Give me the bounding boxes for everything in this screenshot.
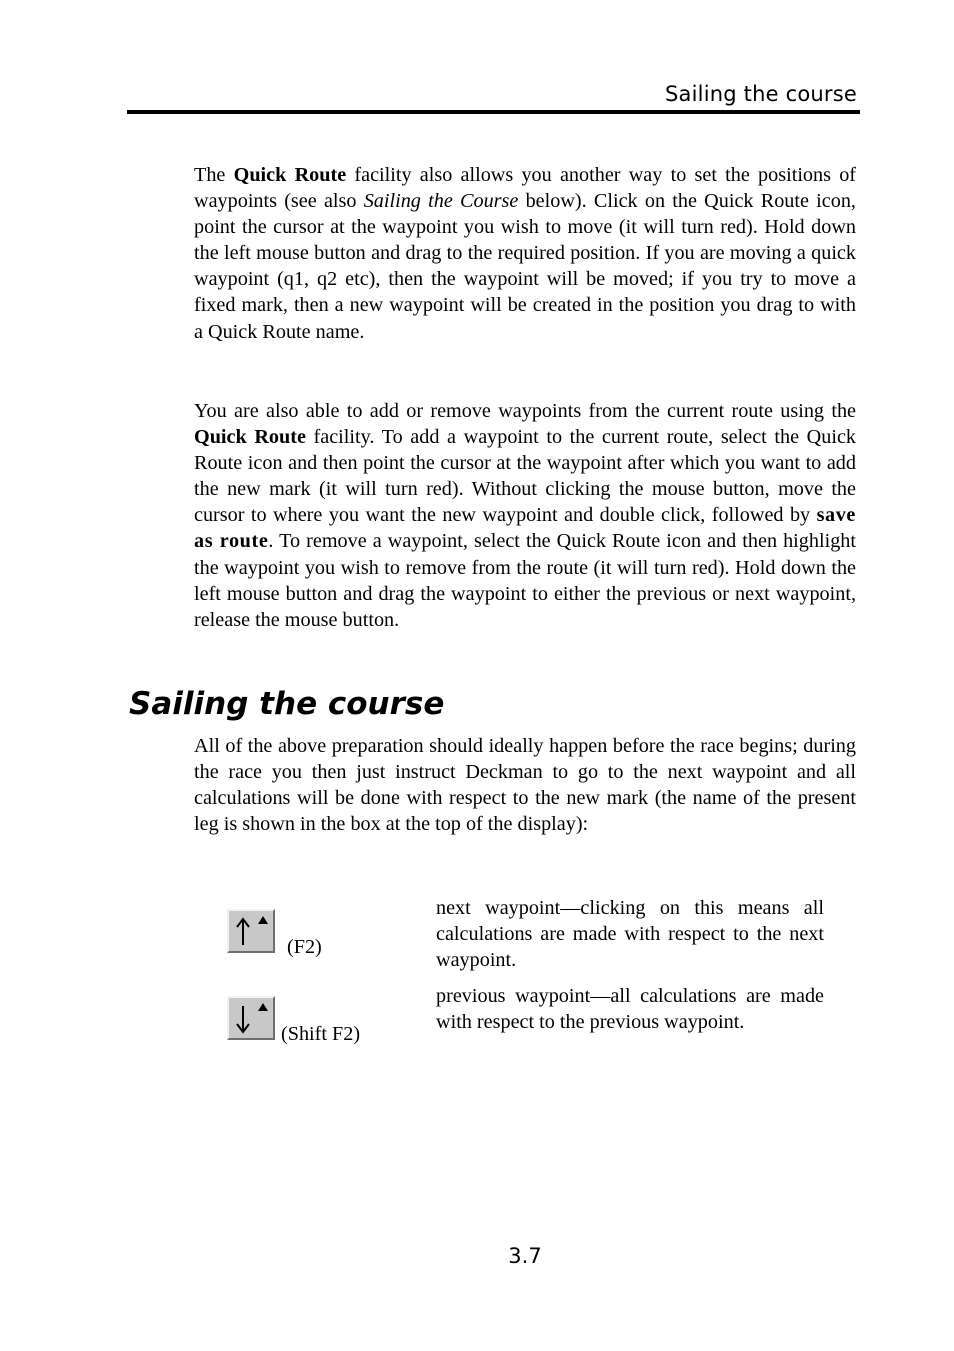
italic-reference: Sailing the Course [363,190,519,213]
section-intro: All of the above preparation should ideally happen before the race begins; during the race you then just instruct Deckman to go to the next waypoint and all calculations will be done with respect to the new mark (the name of the present leg is shown in the box at the top of the display): [194,735,856,836]
shortcut-f2: (F2) [287,936,322,958]
paragraph-quick-route-add-remove [194,398,856,633]
text: The [194,164,234,186]
next-waypoint-button[interactable] [227,909,275,953]
shortcut-shift-f2: (Shift F2) [281,1023,361,1045]
text: below). Click on the Quick Route icon, point the cursor at the waypoint you wish to move (it will turn red). Hold down the left mouse button and drag to the required position. If you are moving a quick waypoint (q1, q2 etc), then the waypoint will be moved; if you try to move a fixed mark, then a new waypoint will be created in the position you drag to with a Quick Route name. [194,190,856,343]
text: facility. To add a waypoint to the current route, select the Quick Route icon and then point the cursor at the waypoint after which you want to add the new mark (it will turn red). Without clicking the mouse button, move the cursor to where you want the new waypoint and double click, followed by [194,426,856,527]
command-name: save as route [194,504,856,553]
previous-waypoint-icon [229,998,273,1038]
previous-waypoint-button[interactable] [227,996,275,1040]
text: You are also able to add or remove waypoints from the current route using the [194,400,856,422]
section-heading: Sailing the course [129,686,445,722]
running-header: Sailing the course [665,82,857,106]
next-waypoint-description: next waypoint—clicking on this means all calculations are made with respect to the next waypoint. [436,897,824,971]
header-rule [127,110,860,114]
bold-term: Quick Route [233,164,347,186]
text: facility also allows you another way to set the positions of waypoints (see also [194,164,857,213]
text: . To remove a waypoint, select the Quick Route icon and then highlight the waypoint you wish to remove from the route (it will turn red). Hold down the left mouse button and drag the waypoint to either the previous or next waypoint, release the mouse button. [194,530,856,631]
previous-waypoint-description: previous waypoint—all calculations are made with respect to the previous waypoint. [436,985,824,1033]
page-number: 3.7 [508,1244,542,1268]
paragraph-quick-route-move [194,162,856,345]
bold-term: Quick Route [194,426,306,449]
next-waypoint-icon [229,911,273,951]
